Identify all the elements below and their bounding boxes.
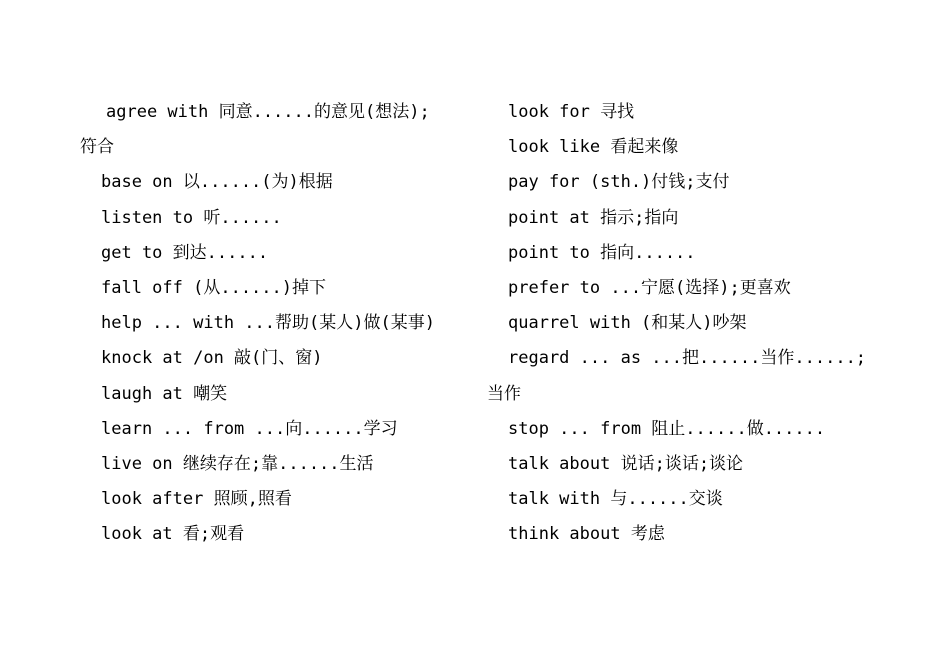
- phrase-line: listen to 听......: [101, 207, 282, 228]
- phrase-line: knock at /on 敲(门、窗): [101, 348, 323, 369]
- phrase-line: quarrel with (和某人)吵架: [508, 313, 747, 334]
- phrase-line: agree with 同意......的意见(想法);: [106, 102, 430, 122]
- phrase-line-continuation: 当作: [487, 383, 521, 404]
- phrase-line: laugh at 嘲笑: [101, 383, 228, 404]
- phrase-line: look at 看;观看: [101, 524, 245, 545]
- phrase-line: point to 指向......: [508, 242, 696, 263]
- phrase-line: point at 指示;指向: [508, 207, 679, 228]
- phrase-line: live on 继续存在;靠......生活: [101, 453, 374, 474]
- phrase-line: prefer to ...宁愿(选择);更喜欢: [508, 277, 791, 298]
- phrase-line: talk about 说话;谈话;谈论: [508, 453, 744, 474]
- right-phrase-column: [487, 95, 887, 552]
- phrase-line: stop ... from 阻止......做......: [508, 418, 826, 439]
- phrase-line: get to 到达......: [101, 242, 269, 263]
- phrase-line: regard ... as ...把......当作......;: [508, 348, 867, 369]
- phrase-line: look like 看起来像: [508, 137, 679, 158]
- phrase-line: talk with 与......交谈: [508, 489, 723, 510]
- phrase-line: look for 寻找: [508, 102, 635, 122]
- phrase-line: look after 照顾,照看: [101, 489, 292, 510]
- phrase-line: help ... with ...帮助(某人)做(某事): [101, 313, 435, 334]
- phrase-line: base on 以......(为)根据: [101, 172, 333, 193]
- phrase-line: fall off (从......)掉下: [101, 277, 326, 298]
- phrase-line: pay for (sth.)付钱;支付: [508, 172, 730, 193]
- phrase-line-continuation: 符合: [80, 137, 114, 158]
- phrase-line: learn ... from ...向......学习: [101, 418, 398, 439]
- phrase-line: think about 考虑: [508, 524, 665, 545]
- left-phrase-column: [80, 95, 480, 552]
